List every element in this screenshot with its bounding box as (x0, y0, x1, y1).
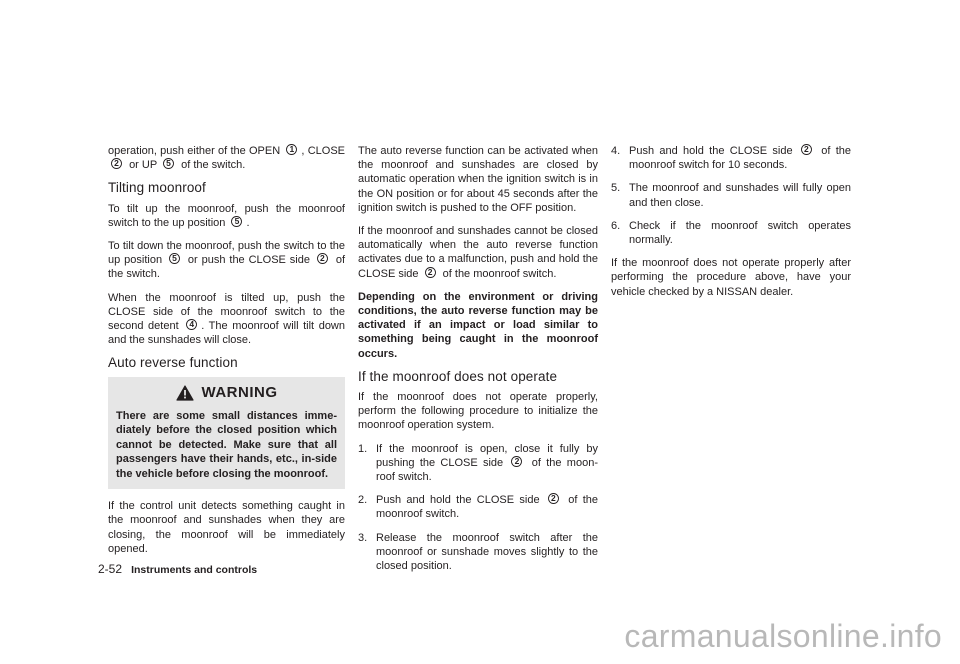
callout-4-icon: 4 (186, 319, 197, 330)
paragraph-cannot-close: If the moonroof and sunshades cannot be closed automatically when the auto reverse function activates due to a malfunction, push and hold the CLOSE side 2 of the moonroof switch. (358, 225, 598, 280)
procedure-list (358, 442, 598, 574)
callout-2-icon: 2 (425, 267, 436, 278)
list-item: 4. Push and hold the CLOSE side 2 of the moonroof switch for 10 seconds. (611, 144, 852, 172)
section-title: Instruments and controls (131, 564, 258, 576)
callout-5-icon: 5 (169, 253, 180, 264)
paragraph-intro: operation, push either of the OPEN 1 , CLOSE 2 or UP 5 of the switch. (108, 144, 345, 172)
paragraph-bold-notice: Depending on the environment or driving conditions, the auto reverse function may be activated if an impact or load similar to something being caught in the moonroof occurs. (358, 290, 598, 360)
heading-auto-reverse: Auto reverse function (108, 355, 238, 371)
column-middle (358, 144, 598, 582)
paragraph-final: If the moonroof does not operate properly after performing the procedure above, have your vehicle checked by a NISSAN dealer. (611, 257, 851, 298)
warning-header (116, 385, 337, 401)
list-item: 1. If the moonroof is open, close it fully by pushing the CLOSE side 2 of the moon-roof switch. (358, 442, 598, 484)
warning-title: WARNING (201, 383, 278, 401)
page-footer (98, 562, 257, 576)
paragraph-tilt-up: To tilt up the moonroof, push the moonroof switch to the up position 5 . (108, 202, 345, 229)
list-item: 5. The moonroof and sunshades will fully open and then close. (611, 182, 851, 209)
list-item: 3. Release the moonroof switch after the moonroof or sunshade moves slightly to the closed position. (358, 531, 598, 573)
callout-5-icon: 5 (231, 216, 242, 227)
heading-tilting-moonroof: Tilting moonroof (108, 180, 206, 196)
paragraph-detect: If the control unit detects something caught in the moonroof and sunshades when they are closing, the moonroof will be immediately opened. (108, 500, 345, 555)
warning-text: There are some small distances imme-diately before the closed position which cannot be detected. Make sure that all passengers have their hands, etc., in-side the vehicle before closing the moonroof. (116, 409, 337, 480)
paragraph-tilt-down: To tilt down the moonroof, push the switch to the up position 5 or push the CLOSE side 2 of the switch. (108, 240, 346, 281)
watermark: carmanualsonline.info (624, 618, 942, 654)
procedure-list-continued (611, 144, 851, 247)
callout-2-icon: 2 (511, 456, 522, 467)
paragraph-tilted: When the moonroof is tilted up, push the CLOSE side of the moonroof switch to the second detent 4 . The moonroof will tilt down and the sunshades will close. (108, 291, 345, 347)
warning-box (108, 377, 345, 490)
list-item: 6. Check if the moonroof switch operates normally. (611, 219, 851, 247)
page-number: 2-52 (98, 562, 123, 576)
callout-5-icon: 5 (163, 158, 174, 169)
callout-2-icon: 2 (548, 493, 559, 504)
column-left (108, 144, 345, 565)
callout-2-icon: 2 (317, 253, 328, 264)
column-right (611, 144, 851, 308)
warning-triangle-icon (176, 385, 194, 401)
list-item: 2. Push and hold the CLOSE side 2 of the moonroof switch. (358, 493, 599, 521)
heading-not-operate: If the moonroof does not operate (358, 368, 558, 384)
callout-2-icon: 2 (801, 144, 812, 155)
paragraph-auto-reverse: The auto reverse function can be activated when the moonroof and sunshades are closed by automatic operation when the ignition switch is in the ON position or for about 45 seconds after the ignition switch is pushed to the OFF position. (358, 145, 598, 214)
callout-2-icon: 2 (111, 158, 122, 169)
paragraph-not-operate: If the moonroof does not operate properly, perform the following procedure to initialize the moonroof operation system. (358, 391, 598, 432)
callout-1-icon: 1 (286, 144, 297, 155)
